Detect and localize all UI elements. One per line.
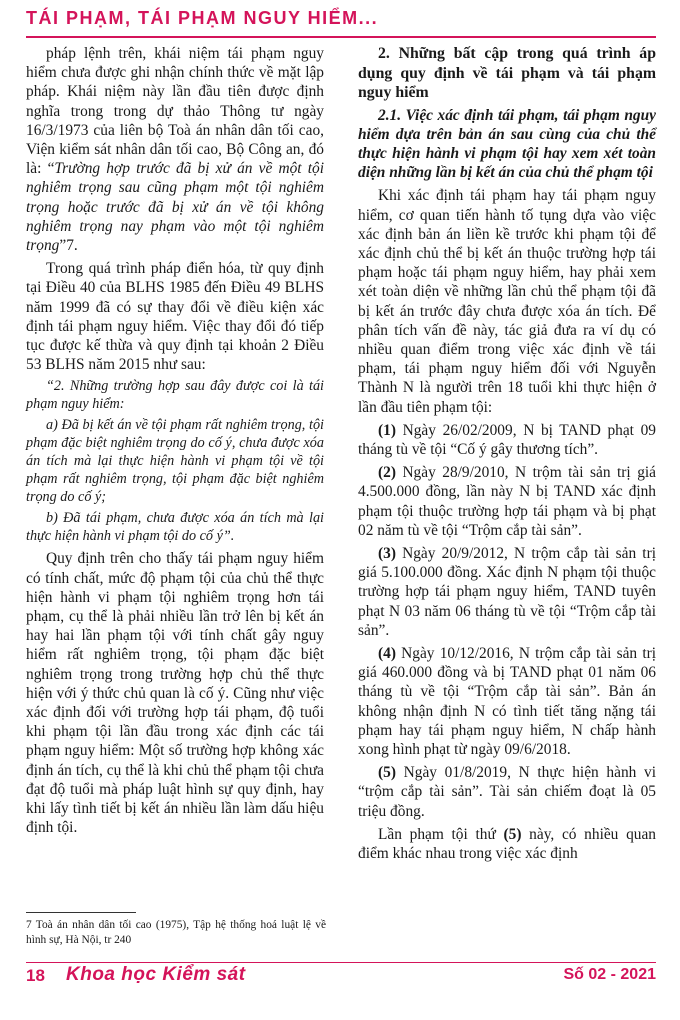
right-paragraph-1: Khi xác định tái phạm hay tái phạm nguy hiểm, cơ quan tiến hành tố tụng dựa vào việc xác định bản án liền kề trước khi phạm tội để xác định chủ thể bị kết án thuộc trường hợp tái phạm hoặc tái phạm nguy hiểm, hay phải xem xét toàn diện về những lần chủ thể phạm tội đã bị kết án trước đây chưa được xóa án tích. Để phân tích vấn đề này, tác giả đưa ra ví dụ có nhiều quan điểm trong việc xác định về tái phạm, tái phạm nguy hiểm đối với Nguyễn Thành N là người trên 18 tuổi khi thực hiện ở lần đầu tiên phạm tội: [358,187,656,416]
right-column [358,44,656,863]
right-paragraph-last: Lần phạm tội thứ (5) này, có nhiều quan điểm khác nhau trong việc xác định [358,825,656,863]
section-heading: 2. Những bất cập trong quá trình áp dụng quy định về tái phạm và tái phạm nguy hiểm [358,45,656,101]
law-quote-a: a) Đã bị kết án về tội phạm rất nghiêm trọng, tội phạm đặc biệt nghiêm trọng do cố ý, chưa được xóa án tích mà lại thực hiện hành vi phạm tội về tội phạm rất nghiêm trọng, tội phạm đặc biệt nghiêm trọng do cố ý; [26,417,324,506]
issue-number: Số 02 - 2021 [563,966,656,983]
left-paragraph-2: Trong quá trình pháp điển hóa, từ quy định tại Điều 40 của BLHS 1985 đến Điều 49 BLHS năm 1999 đã có sự thay đổi về điều kiện xác định tái phạm nguy hiểm. Việc thay đổi đó tiếp tục được kế thừa và quy định tại khoản 2 Điều 53 BLHS năm 2015 như sau: [26,260,324,374]
running-title: TÁI PHẠM, TÁI PHẠM NGUY HIỂM... [26,8,379,28]
case-item-4: (4) Ngày 10/12/2016, N trộm cắp tài sản trị giá 460.000 đồng và bị TAND phạt 01 năm 06 tháng tù về tội “Trộm cắp tài sản”. Bản án không nhận định N có tình tiết tăng nặng tái phạm hay tái phạm nguy hiểm, N chấp hành xong hình phạt từ ngày 09/6/2018. [358,644,656,758]
case-item-5: (5) Ngày 01/8/2019, N thực hiện hành vi “trộm cắp tài sản”. Tài sản chiếm đoạt là 05 triệu đồng. [358,764,656,820]
left-p1-quote: Trường hợp trước đã bị xử án về một tội nghiêm trọng sau cũng phạm một tội nghiêm trọng hoặc trước đã bị xử án về tội không nghiêm trọng nay phạm vào một tội nghiêm trọng [26,160,325,255]
left-column [26,44,324,838]
case-item-2: (2) Ngày 28/9/2010, N trộm tài sản trị giá 4.500.000 đồng, lần này N bị TAND xác định phạm tội thuộc trường hợp tái phạm và bị phạt 02 năm tù về tội “Trộm cắp tài sản”. [358,464,656,539]
page-footer [26,966,656,990]
subsection-heading: 2.1. Việc xác định tái phạm, tái phạm nguy hiểm dựa trên bản án sau cùng của chủ thể thực hiện hành vi phạm tội hay xem xét toàn diện những lần bị kết án của chủ thể phạm tội [358,106,656,182]
footnote: 7 Toà án nhân dân tối cao (1975), Tập hệ thống hoá luật lệ về hình sự, Hà Nội, tr 240 [26,919,326,946]
left-paragraph-1: pháp lệnh trên, khái niệm tái phạm nguy hiểm chưa được ghi nhận chính thức về mặt lập pháp. Khái niệm này lần đầu tiên được định nghĩa trong trong dự thảo Thông tư ngày 16/3/1973 của liên bộ Toà án nhân dân tối cao, Viện kiểm sát nhân dân tối cao, Bộ Công an, đó là: “Trường hợp trước đã bị xử án về một tội nghiêm trọng sau cũng phạm một tội nghiêm trọng hoặc trước đã bị xử án về tội không nghiêm trọng nay phạm vào một tội nghiêm trọng”7. [26,45,325,255]
footnote-rule [26,912,136,913]
header-rule [26,36,656,38]
case-item-1: (1) Ngày 26/02/2009, N bị TAND phạt 09 tháng tù về tội “Cố ý gây thương tích”. [358,421,656,458]
left-paragraph-3: Quy định trên cho thấy tái phạm nguy hiểm có tính chất, mức độ phạm tội của chủ thể thực hiện hành vi phạm tội nghiêm trọng hơn tái phạm, cụ thể là phải nhiều lần trở lên bị kết án hay hai lần phạm tội với tính chất gây nguy hiểm rất nghiêm trọng, tội phạm đặc biệt nghiêm trọng trong trường hợp chủ thể thực hiện với ý thức chủ quan là cố ý. Cũng như việc xác định đối với trường hợp tái phạm, độ tuổi khi phạm tội lần đầu trong xác định các tái phạm nguy hiểm: Một số trường hợp không xác định án tích, cụ thể là khi chủ thể phạm tội chưa đạt độ tuổi mà pháp luật hình sự quy định, hay khi lấy tình tiết bị kết án nhiều lần làm dấu hiệu định tội. [26,550,324,837]
case-item-3: (3) Ngày 20/9/2012, N trộm cắp tài sản trị giá 5.100.000 đồng. Xác định N phạm tội thuộc trường hợp tái phạm nguy hiểm, TAND tuyên phạt N 03 năm 06 tháng tù về tội “Trộm cắp tài sản”. [358,544,656,639]
footer-rule [26,962,656,963]
law-quote-b: b) Đã tái phạm, chưa được xóa án tích mà lại thực hiện hành vi phạm tội do cố ý”. [26,510,324,545]
magazine-name: Khoa học Kiểm sát [66,964,246,985]
law-quote-intro: “2. Những trường hợp sau đây được coi là tái phạm nguy hiểm: [26,378,324,413]
page-number: 18 [26,966,45,985]
